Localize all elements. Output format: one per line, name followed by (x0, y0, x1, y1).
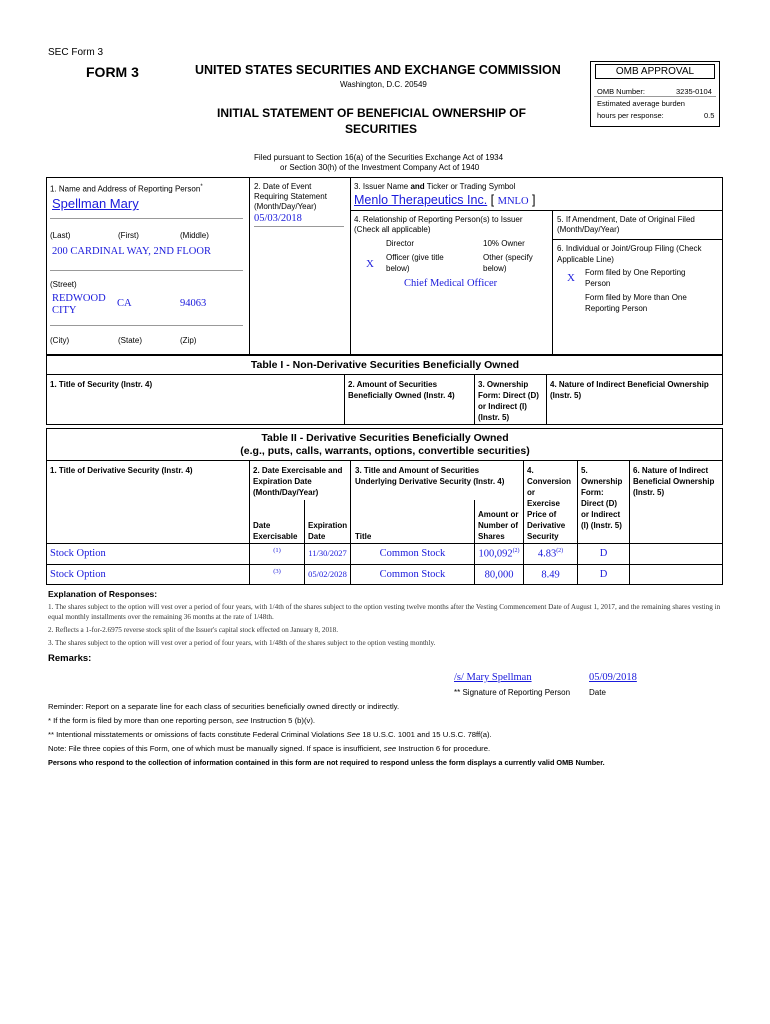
table-1-col-3-2: Form: Direct (D) (478, 391, 539, 400)
statement-title-2: SECURITIES (345, 122, 418, 136)
box2-label-1: 2. Date of Event (254, 182, 312, 191)
reporting-person-name[interactable]: Spellman Mary (52, 196, 139, 211)
conversion-price: 4.83$^{(2)}$ (537, 548, 564, 560)
officer-checkbox-mark[interactable]: X (366, 258, 374, 270)
table-1-col-3-4: (Instr. 5) (478, 413, 510, 422)
table-2-col-4-4: Exercise (527, 499, 560, 508)
other-label-1: Other (specify (483, 253, 533, 262)
omb-burden-value: 0.5 (704, 111, 715, 120)
table-2-col-2-2: Expiration Date (253, 477, 312, 486)
officer-label-2: below) (386, 264, 410, 273)
box6-label-2: Applicable Line) (557, 255, 614, 264)
omb-number-value: 3235-0104 (676, 87, 712, 96)
signature-date: 05/09/2018 (589, 672, 637, 683)
explanation-note-1: 1. The shares subject to the option will vest over a period of four years, with 1/4th of the shares subject to the option vesting twelve months after the Vesting Commencement Date of August 1, 2017, and the remaining shares vesting in equal monthly installments over the remaining 36 months at the rate of 1/48th. (48, 603, 721, 621)
box4-label-1: 4. Relationship of Reporting Person(s) to Issuer (354, 215, 523, 224)
table-1-col-2-2: Beneficially Owned (Instr. 4) (348, 391, 455, 400)
ticker-symbol: MNLO (497, 196, 529, 207)
table-1-col-3-3: or Indirect (I) (478, 402, 527, 411)
zip-label: (Zip) (180, 336, 197, 345)
issuer-line: Menlo Therapeutics Inc. [ MNLO ] (354, 193, 536, 207)
middle-label: (Middle) (180, 231, 209, 240)
sec-form-label: SEC Form 3 (48, 47, 104, 58)
expiration-date: 05/02/2028 (308, 569, 347, 579)
sub-expiration-2: Date (308, 532, 326, 541)
agency-title: UNITED STATES SECURITIES AND EXCHANGE COMMISSION (195, 63, 561, 77)
box3-label: 3. Issuer Name and Ticker or Trading Symbol (354, 182, 516, 191)
other-label-2: below) (483, 264, 507, 273)
box5-label-2: (Month/Day/Year) (557, 225, 620, 234)
table-2-col-6-3: (Instr. 5) (633, 488, 665, 497)
table-2-col-4-6: Derivative (527, 521, 566, 530)
footnote-star: * If the form is filed by more than one reporting person, see Instruction 5 (b)(v). (48, 716, 316, 725)
table-2-col-4-7: Security (527, 532, 559, 541)
more-persons-label-2: Reporting Person (585, 304, 648, 313)
omb-burden-label-2: hours per response: (597, 111, 664, 120)
table-1-col-2-1: 2. Amount of Securities (348, 380, 438, 389)
underlying-title: Common Stock (379, 548, 446, 559)
table-1-title: Table I - Non-Derivative Securities Beneficially Owned (250, 359, 520, 371)
note-text: Note: File three copies of this Form, one of which must be manually signed. If space is insufficient, see Instruction 6 for procedure. (48, 744, 491, 753)
table-2-col-2-1: 2. Date Exercisable and (253, 466, 343, 475)
explanation-note-2: 2. Reflects a 1-for-2.6975 reverse stock split of the Issuer's capital stock effected on January 8, 2018. (48, 626, 339, 634)
omb-number-label: OMB Number: (597, 87, 645, 96)
city-value-2: CITY (52, 305, 77, 316)
table-2-title-1: Table II - Derivative Securities Beneficially Owned (261, 432, 509, 444)
table-2-col-5-5: or Indirect (581, 510, 621, 519)
officer-title: Chief Medical Officer (404, 278, 498, 289)
sub-date-exercisable-2: Exercisable (253, 532, 298, 541)
sub-title: Title (355, 532, 372, 541)
statement-title-1: INITIAL STATEMENT OF BENEFICIAL OWNERSHIP OF (217, 106, 526, 120)
table-1-col-4-1: 4. Nature of Indirect Beneficial Ownership (550, 380, 709, 389)
box2-label-3: (Month/Day/Year) (254, 202, 317, 211)
underlying-amount: 80,000 (484, 569, 514, 581)
ownership-form: D (599, 569, 608, 580)
explanation-note-3: 3. The shares subject to the option will vest over a period of four years, with 1/48th of the shares subject to the option vesting monthly. (48, 639, 436, 647)
table-2-col-5-6: (I) (Instr. 5) (581, 521, 622, 530)
table-2-title-2: (e.g., puts, calls, warrants, options, convertible securities) (240, 445, 530, 457)
filed-pursuant-2: or Section 30(h) of the Investment Company Act of 1940 (280, 163, 480, 172)
table-1-col-1: 1. Title of Security (Instr. 4) (50, 380, 153, 389)
footnote-double-star: ** Intentional misstatements or omissions of facts constitute Federal Criminal Violations See 18 U.S.C. 1001 and 15 U.S.C. 78ff(a). (48, 730, 492, 739)
signature-value: /s/ Mary Spellman (454, 672, 532, 683)
box6-label-1: 6. Individual or Joint/Group Filing (Check (557, 244, 702, 253)
security-title: Stock Option (50, 569, 106, 580)
city-value-1: REDWOOD (52, 293, 106, 304)
state-label: (State) (118, 336, 143, 345)
last-label: (Last) (50, 231, 71, 240)
table-2-col-4-3: or (527, 488, 535, 497)
sub-amount-1: Amount or (478, 510, 519, 519)
more-persons-label-1: Form filed by More than One (585, 293, 687, 302)
table-2-col-5-3: Form: (581, 488, 604, 497)
underlying-title: Common Stock (379, 569, 446, 580)
box5-label-1: 5. If Amendment, Date of Original Filed (557, 215, 695, 224)
box2-label-2: Requiring Statement (254, 192, 327, 201)
officer-label-1: Officer (give title (386, 253, 444, 262)
one-person-checkbox-mark[interactable]: X (567, 272, 575, 284)
table-2-col-5-4: Direct (D) (581, 499, 618, 508)
box4-label-2: (Check all applicable) (354, 225, 431, 234)
issuer-name[interactable]: Menlo Therapeutics Inc. (354, 193, 488, 207)
table-2-col-6-1: 6. Nature of Indirect (633, 466, 709, 475)
sub-amount-2: Number of (478, 521, 518, 530)
table-2-col-3-2: Underlying Derivative Security (Instr. 4) (355, 477, 505, 486)
signature-label: ** Signature of Reporting Person (454, 688, 571, 697)
one-person-label-1: Form filed by One Reporting (585, 268, 686, 277)
sub-expiration-1: Expiration (308, 521, 348, 530)
one-person-label-2: Person (585, 279, 611, 288)
table-2-col-4-5: Price of (527, 510, 557, 519)
agency-city: Washington, D.C. 20549 (340, 80, 427, 89)
sub-date-exercisable-1: Date (253, 521, 271, 530)
table-2-col-3-1: 3. Title and Amount of Securities (355, 466, 480, 475)
ownership-form: D (599, 548, 608, 559)
city-label: (City) (50, 336, 70, 345)
table-1-col-4-2: (Instr. 5) (550, 391, 582, 400)
conversion-price: 8.49 (541, 569, 560, 581)
sub-amount-3: Shares (478, 532, 505, 541)
explanation-heading: Explanation of Responses: (48, 589, 158, 599)
date-exercisable-note: (3) (273, 568, 281, 575)
form-title: FORM 3 (86, 64, 139, 80)
table-row (46, 565, 723, 585)
underlying-amount: 100,092$^{(2)}$ (478, 548, 520, 560)
state-value: CA (117, 298, 132, 309)
table-2-col-6-2: Beneficial Ownership (633, 477, 715, 486)
date-exercisable-note: (1) (273, 547, 281, 554)
security-title: Stock Option (50, 548, 106, 559)
omb-persons-notice: Persons who respond to the collection of information contained in this form are not required to respond unless the form displays a currently valid OMB Number. (48, 758, 605, 767)
table-2-col-2-3: (Month/Day/Year) (253, 488, 319, 497)
ten-percent-owner-label: 10% Owner (483, 239, 525, 248)
director-label: Director (386, 239, 415, 248)
table-2-col-4-1: 4. (527, 466, 534, 475)
street-value: 200 CARDINAL WAY, 2ND FLOOR (52, 246, 211, 257)
table-2-col-4-2: Conversion (527, 477, 572, 486)
table-2-col-5-2: Ownership (581, 477, 623, 486)
table-row (46, 544, 723, 564)
first-label: (First) (118, 231, 139, 240)
zip-value: 94063 (180, 298, 207, 309)
date-label: Date (589, 688, 606, 697)
box1-label: 1. Name and Address of Reporting Person* (50, 184, 203, 194)
remarks-heading: Remarks: (48, 653, 92, 664)
table-2-col-5-1: 5. (581, 466, 588, 475)
event-date: 05/03/2018 (254, 213, 302, 224)
omb-burden-label: Estimated average burden (597, 99, 685, 108)
table-1-col-3-1: 3. Ownership (478, 380, 529, 389)
table-2-col-1: 1. Title of Derivative Security (Instr. 4) (50, 466, 193, 475)
reminder-text: Reminder: Report on a separate line for each class of securities beneficially owned directly or indirectly. (48, 702, 400, 711)
omb-approval-title: OMB APPROVAL (595, 64, 715, 79)
street-label: (Street) (50, 280, 77, 289)
filed-pursuant-1: Filed pursuant to Section 16(a) of the Securities Exchange Act of 1934 (254, 153, 504, 162)
expiration-date: 11/30/2027 (308, 548, 347, 558)
